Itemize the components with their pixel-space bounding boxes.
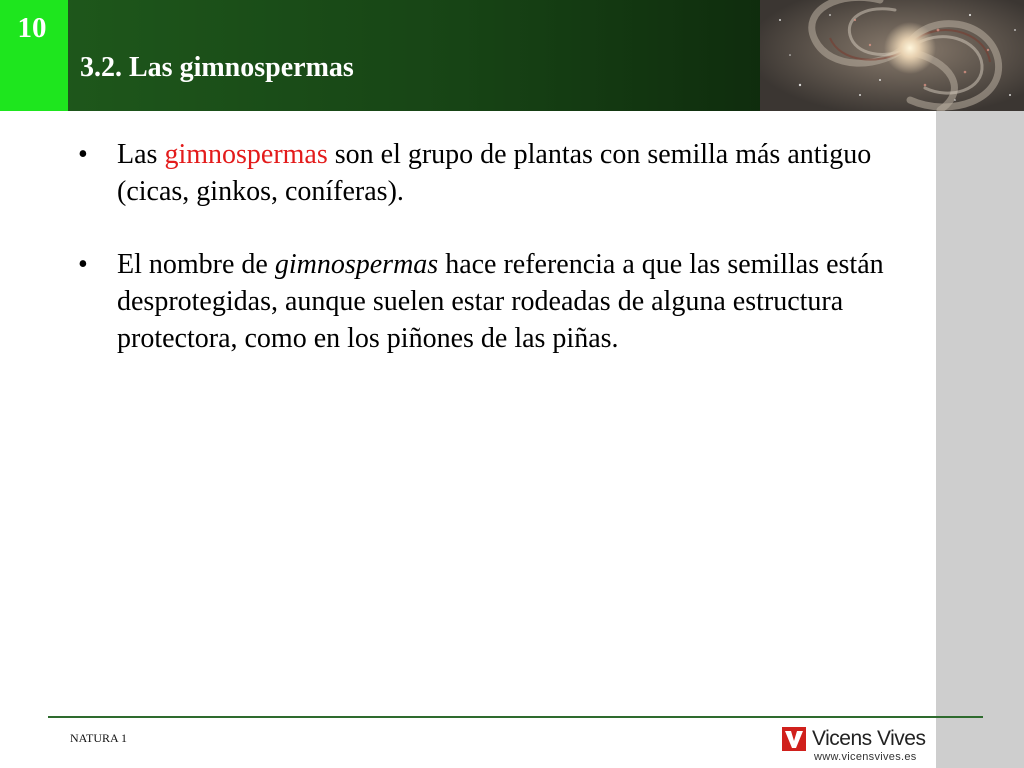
right-side-band [936,111,1024,768]
publisher-url: www.vicensvives.es [814,751,917,763]
bullet-item [78,136,918,210]
bullet-text-end: son el grupo de plantas con semilla más antiguo (cicas, ginkos, coníferas). [117,139,872,207]
bullet-marker: • [78,249,88,280]
chapter-number: 10 [17,12,47,44]
bullet-text-end: hace referencia a que las semillas están desprotegidas, aunque suelen estar rodeadas de alguna estructura protectora, como en los piñones de las piñas. [117,249,884,354]
bullet-text-start: El nombre de [117,249,275,280]
slide-body [78,136,918,393]
spiral-galaxy-image [760,0,1024,111]
book-name: NATURA 1 [70,731,128,745]
bullet-text [117,246,918,357]
galaxy-graphic [760,0,1024,111]
bullet-text-start: Las [117,139,165,170]
highlighted-term: gimnospermas [164,139,328,170]
footer-divider [48,716,983,718]
publisher-logo [782,726,925,752]
chapter-badge [0,0,68,111]
bullet-marker: • [78,139,88,170]
logo-text: Vicens Vives [812,727,926,750]
slide-title: 3.2. Las gimnospermas [80,52,354,83]
slide-header [0,0,1024,111]
bullet-text [117,136,918,210]
italic-term: gimnospermas [274,249,439,280]
vicens-vives-logo-mark [782,727,806,751]
bullet-item [78,246,918,357]
